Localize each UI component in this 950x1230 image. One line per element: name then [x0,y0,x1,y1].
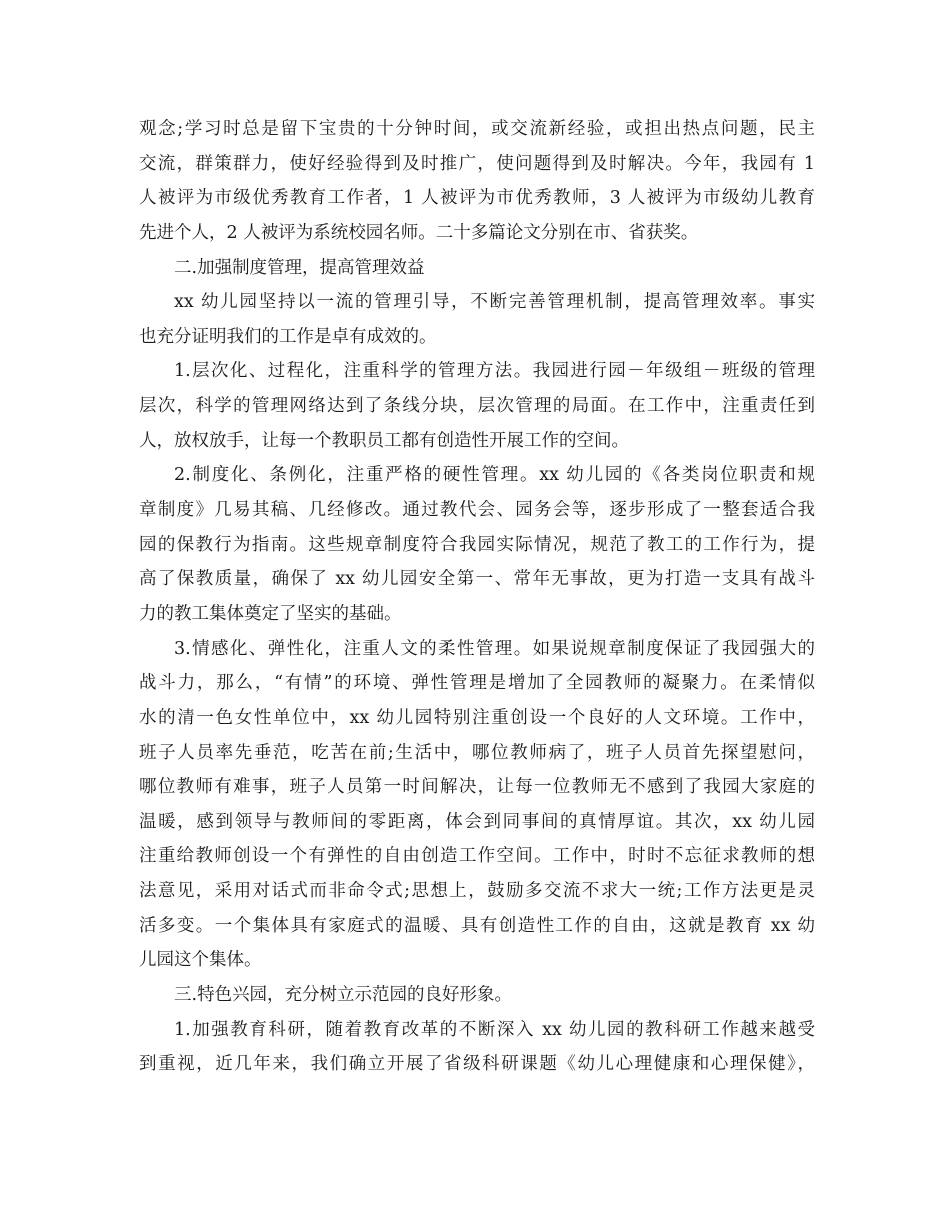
text-line: 先进个人，2 人被评为系统校园名师。二十多篇论文分别在市、省获奖。 [139,222,699,243]
text-line: 水的清一色女性单位中，xx 幼儿园特别注重创设一个良好的人文环境。工作中， [139,707,815,728]
text-line: 二.加强制度管理，提高管理效益 [174,257,425,278]
text-line: 到重视，近几年来，我们确立开展了省级科研课题《幼儿心理健康和心理保健》， [139,1054,815,1075]
document-body [139,112,815,1082]
text-line: 人，放权放手，让每一个教职员工都有创造性开展工作的空间。 [139,430,629,451]
text-line: 三.特色兴园，充分树立示范园的良好形象。 [174,985,513,1006]
text-line: 力的教工集体奠定了坚实的基础。 [139,603,402,624]
text-line: 高了保教质量，确保了 xx 幼儿园安全第一、常年无事故，更为打造一支具有战斗 [139,569,815,590]
text-line: 3.情感化、弹性化，注重人文的柔性管理。如果说规章制度保证了我园强大的 [174,638,815,659]
text-line: 战斗力，那么，“有情”的环境、弹性管理是增加了全园教师的凝聚力。在柔情似 [139,673,815,694]
text-line: 章制度》几易其稿、几经修改。通过教代会、园务会等，逐步形成了一整套适合我 [139,500,815,521]
text-line: 活多变。一个集体具有家庭式的温暖、具有创造性工作的自由，这就是教育 xx 幼 [139,915,815,936]
text-line: 法意见，采用对话式而非命令式;思想上，鼓励多交流不求大一统;工作方法更是灵 [139,881,815,902]
text-line: 儿园这个集体。 [139,950,262,971]
text-line: 1.加强教育科研，随着教育改革的不断深入 xx 幼儿园的教科研工作越来越受 [174,1019,815,1040]
text-line: 哪位教师有难事，班子人员第一时间解决，让每一位教师无不感到了我园大家庭的 [139,777,815,798]
text-line: 2.制度化、条例化，注重严格的硬性管理。xx 幼儿园的《各类岗位职责和规 [174,465,815,486]
text-line: 交流，群策群力，使好经验得到及时推广，使问题得到及时解决。今年，我园有 1 [139,153,815,174]
text-line: 注重给教师创设一个有弹性的自由创造工作空间。工作中，时时不忘征求教师的想 [139,846,815,867]
text-line: xx 幼儿园坚持以一流的管理引导，不断完善管理机制，提高管理效率。事实 [174,292,815,313]
text-line: 层次，科学的管理网络达到了条线分块，层次管理的局面。在工作中，注重责任到 [139,396,815,417]
text-line: 人被评为市级优秀教育工作者，1 人被评为市优秀教师，3 人被评为市级幼儿教育 [139,188,815,209]
text-line: 温暖，感到领导与教师间的零距离，体会到同事间的真情厚谊。其次，xx 幼儿园 [139,811,815,832]
text-line: 也充分证明我们的工作是卓有成效的。 [139,326,437,347]
text-line: 观念;学习时总是留下宝贵的十分钟时间，或交流新经验，或担出热点问题，民主 [139,119,815,139]
text-line: 1.层次化、过程化，注重科学的管理方法。我园进行园－年级组－班级的管理 [174,361,815,382]
text-line: 园的保教行为指南。这些规章制度符合我园实际情况，规范了教工的工作行为，提 [139,534,815,555]
text-line: 班子人员率先垂范，吃苦在前;生活中，哪位教师病了，班子人员首先探望慰问， [139,742,815,763]
